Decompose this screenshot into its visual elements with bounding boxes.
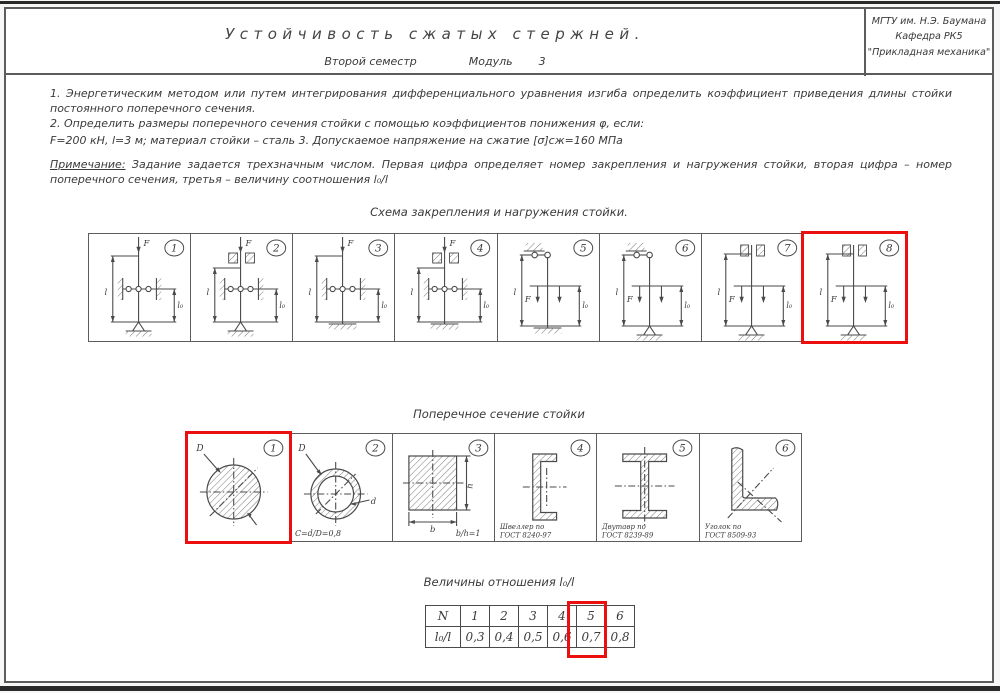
svg-text:F: F	[347, 237, 354, 249]
svg-text:l₀: l₀	[684, 300, 690, 311]
section-cell-diagram-6	[700, 434, 801, 541]
svg-text:Двутавр по: Двутавр по	[602, 522, 647, 532]
scheme-cell-diagram-7	[702, 234, 803, 341]
ratio-header-cell: 3	[519, 606, 548, 627]
ratio-value-cell: 0,6	[548, 627, 577, 648]
ratio-value-cell: 0,7	[577, 627, 606, 648]
page-subtitle	[6, 55, 864, 68]
scheme-cell-7	[702, 234, 804, 341]
svg-text:5: 5	[679, 442, 687, 455]
svg-text:8: 8	[885, 242, 893, 255]
svg-text:1: 1	[270, 442, 277, 455]
svg-text:ГОСТ 8509-93: ГОСТ 8509-93	[704, 531, 756, 540]
svg-text:l: l	[615, 286, 618, 298]
org-line-university: МГТУ им. Н.Э. Баумана	[871, 16, 987, 27]
scheme-cell-1	[89, 234, 191, 341]
org-line-department: Кафедра РК5	[895, 31, 963, 43]
svg-text:F: F	[143, 237, 150, 249]
svg-text:ГОСТ 8240-97: ГОСТ 8240-97	[499, 531, 552, 540]
ratio-value-cell: 0,3	[461, 627, 490, 648]
scheme-cell-diagram-2	[191, 234, 292, 341]
ratio-table-title: Величины отношения l₀/l	[423, 575, 575, 589]
ratio-value-cell: 0,5	[519, 627, 548, 648]
ratio-header-cell: N	[426, 606, 461, 627]
svg-text:l₀: l₀	[483, 300, 490, 311]
section-cell-1	[188, 434, 290, 541]
task-text-block	[50, 86, 952, 187]
section-cell-2	[290, 434, 392, 541]
svg-text:2: 2	[273, 242, 280, 255]
svg-text:4: 4	[477, 242, 484, 255]
svg-text:F: F	[830, 293, 837, 305]
section-cell-diagram-4	[495, 434, 596, 541]
sections-strip	[187, 433, 802, 542]
svg-text:l: l	[104, 286, 108, 298]
svg-text:l: l	[513, 286, 516, 298]
task-given-data: F=200 кН, l=3 м; материал стойки – сталь 3. Допускаемое напряжение на сжатие [σ]сж=160 МПа	[50, 134, 623, 147]
ratio-header-row	[426, 606, 635, 627]
svg-text:l: l	[717, 286, 720, 298]
svg-text:l: l	[206, 286, 210, 298]
ratio-table-wrap	[425, 605, 635, 648]
svg-text:F: F	[728, 293, 735, 305]
page-title: Устойчивость сжатых стержней.	[225, 25, 645, 43]
svg-text:6: 6	[781, 442, 789, 455]
ratio-header-cell: 6	[606, 606, 635, 627]
svg-text:Уголок по: Уголок по	[704, 522, 741, 532]
ratio-header-cell: 1	[461, 606, 490, 627]
svg-text:l: l	[410, 286, 414, 298]
document-page	[4, 7, 994, 683]
section-cell-diagram-3	[393, 434, 494, 541]
svg-text:d: d	[371, 495, 377, 507]
svg-text:3: 3	[474, 442, 482, 455]
section-cell-diagram-5	[597, 434, 698, 541]
task-item-2: 2. Определить размеры поперечного сечения стойки с помощью коэффициентов понижения φ, если:	[50, 117, 645, 130]
svg-text:3: 3	[375, 242, 382, 255]
svg-text:6: 6	[681, 242, 689, 255]
svg-text:l₀: l₀	[279, 300, 286, 311]
svg-text:l₀: l₀	[888, 300, 894, 311]
ratio-value-cell: l₀/l	[426, 627, 461, 648]
scheme-cell-diagram-4	[395, 234, 496, 341]
section-cell-diagram-1	[188, 434, 289, 541]
section-cell-6	[700, 434, 801, 541]
scheme-cell-3	[293, 234, 395, 341]
svg-text:l₀: l₀	[786, 300, 792, 311]
task-note	[50, 157, 952, 187]
schemes-strip	[88, 233, 906, 342]
ratio-value-row	[426, 627, 635, 648]
svg-text:F: F	[449, 237, 456, 249]
screenshot-top-edge	[0, 1, 1000, 4]
svg-text:l: l	[308, 286, 312, 298]
scheme-cell-2	[191, 234, 293, 341]
ratio-header-cell: 5	[577, 606, 606, 627]
ratio-header-cell: 2	[490, 606, 519, 627]
org-line-chair: "Прикладная механика"	[867, 46, 991, 58]
svg-text:l: l	[819, 286, 823, 298]
svg-text:2: 2	[372, 442, 380, 455]
scheme-cell-diagram-3	[293, 234, 394, 341]
screenshot-bottom-edge	[0, 686, 1000, 691]
ratio-header-cell: 4	[548, 606, 577, 627]
scheme-cell-4	[395, 234, 497, 341]
svg-text:C=d/D=0,8: C=d/D=0,8	[295, 528, 342, 539]
svg-text:F: F	[626, 293, 633, 305]
scheme-cell-diagram-6	[600, 234, 701, 341]
ratio-value-cell: 0,8	[606, 627, 635, 648]
section-cell-diagram-2	[290, 434, 391, 541]
svg-text:Швеллер по: Швеллер по	[499, 522, 545, 532]
schemes-section-title: Схема закрепления и нагружения стойки.	[370, 205, 628, 219]
svg-text:l₀: l₀	[177, 300, 184, 311]
svg-text:7: 7	[783, 242, 791, 255]
section-cell-5	[597, 434, 699, 541]
org-box	[864, 9, 992, 76]
scheme-cell-diagram-5	[498, 234, 599, 341]
scheme-cell-diagram-1	[89, 234, 190, 341]
ratio-table	[425, 605, 635, 648]
svg-text:F: F	[524, 293, 531, 305]
section-cell-3	[393, 434, 495, 541]
note-label: Примечание:	[50, 158, 126, 171]
ratio-value-cell: 0,4	[490, 627, 519, 648]
svg-text:b/h=1: b/h=1	[455, 528, 481, 539]
svg-text:4: 4	[577, 442, 584, 455]
note-text: Задание задается трехзначным числом. Первая цифра определяет номер закрепления и нагружения стойки, вторая цифра – номер поперечного сечения, третья – величину соотношения l₀/l	[50, 158, 952, 186]
scheme-cell-6	[600, 234, 702, 341]
svg-text:F: F	[245, 237, 252, 249]
svg-text:1: 1	[170, 242, 178, 255]
svg-text:5: 5	[579, 242, 587, 255]
svg-text:b: b	[429, 523, 436, 535]
section-cell-4	[495, 434, 597, 541]
svg-text:h: h	[464, 483, 475, 489]
svg-text:ГОСТ 8239-89: ГОСТ 8239-89	[602, 531, 654, 540]
scheme-cell-8	[804, 234, 905, 341]
sections-section-title: Поперечное сечение стойки	[413, 407, 585, 421]
task-item-1: 1. Энергетическим методом или путем интегрирования дифференциального уравнения изгиба определить коэффициент приведения длины стойки постоянного поперечного сечения.	[50, 87, 952, 115]
module-value: 3	[538, 55, 546, 68]
module-label: Модуль	[468, 55, 513, 68]
svg-text:D: D	[298, 443, 306, 455]
semester-label: Второй семестр	[324, 55, 417, 68]
svg-text:D: D	[196, 443, 204, 455]
header-divider	[6, 73, 992, 75]
svg-text:l₀: l₀	[381, 300, 388, 311]
scheme-cell-5	[498, 234, 600, 341]
svg-text:l₀: l₀	[581, 300, 588, 311]
scheme-cell-diagram-8	[804, 234, 905, 341]
